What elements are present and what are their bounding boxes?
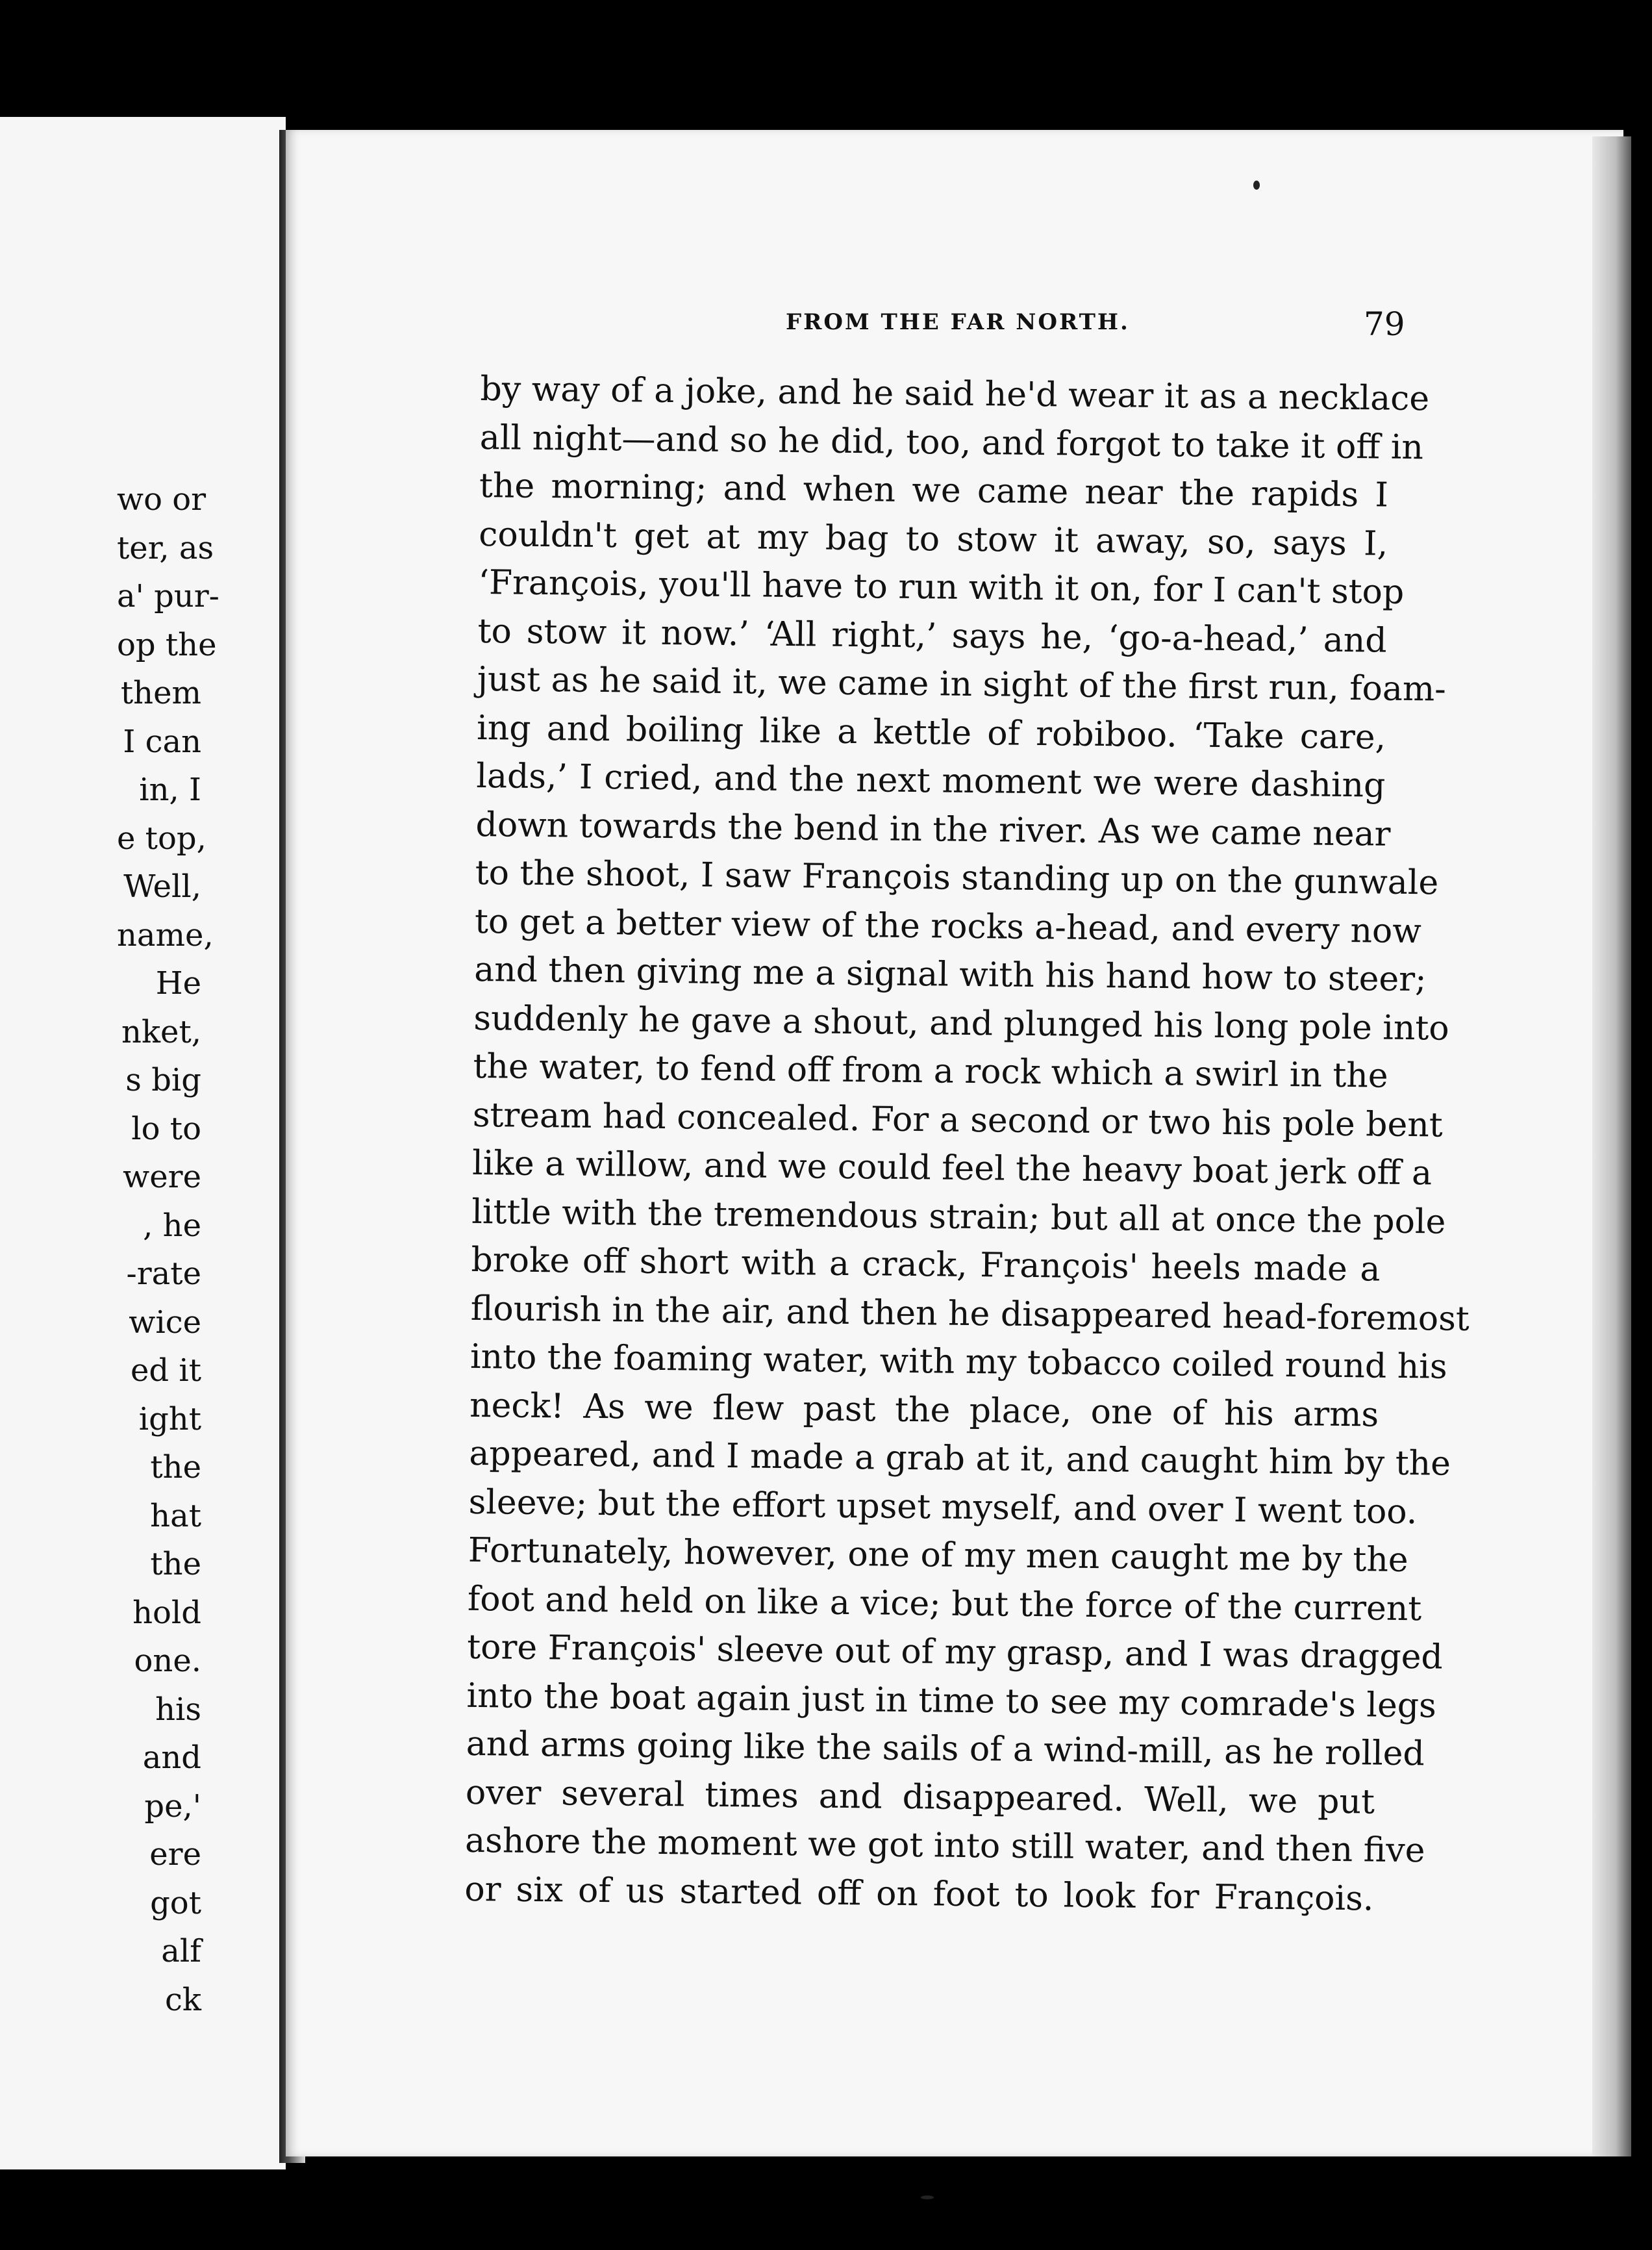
left-page-line-fragment: op the bbox=[117, 626, 217, 663]
print-speck bbox=[921, 2195, 934, 2199]
body-line: and then giving me a signal with his hand how to steer; bbox=[473, 950, 1427, 1000]
left-page-line-fragment: and bbox=[142, 1739, 201, 1776]
body-line: all night—and so he did, too, and forgot to take it off in bbox=[479, 418, 1424, 467]
left-page-line-fragment: ight bbox=[138, 1400, 201, 1437]
left-page-line-fragment: hold bbox=[132, 1594, 201, 1631]
body-line: flourish in the air, and then he disappeared head-foremost bbox=[470, 1289, 1470, 1339]
running-head: FROM THE FAR NORTH. bbox=[786, 309, 1130, 335]
body-line: ashore the moment we got into still water, and then five bbox=[464, 1821, 1425, 1871]
left-page-line-fragment: got bbox=[150, 1884, 201, 1921]
body-line: into the foaming water, with my tobacco coiled round his bbox=[469, 1337, 1447, 1387]
body-line: couldn't get at my bag to stow it away, so, says I, bbox=[478, 514, 1388, 564]
body-line: Fortunately, however, one of my men caught me by the bbox=[468, 1530, 1408, 1580]
body-line: like a willow, and we could feel the heavy boat jerk off a bbox=[471, 1143, 1433, 1193]
body-line: by way of a joke, and he said he'd wear it as a necklace bbox=[480, 369, 1430, 419]
page-edge bbox=[1592, 136, 1631, 2156]
left-page-line-fragment: ed it bbox=[130, 1352, 201, 1389]
left-page-line-fragment: -rate bbox=[126, 1256, 201, 1292]
body-line: ‘François, you'll have to run with it on, for I can't stop bbox=[478, 562, 1405, 612]
left-page-line-fragment: in, I bbox=[139, 772, 201, 808]
body-line: foot and held on like a vice; but the force of the current bbox=[467, 1579, 1422, 1628]
body-line: down towards the bend in the river. As we came near bbox=[475, 805, 1391, 854]
body-line: neck! As we flew past the place, one of his arms bbox=[469, 1385, 1379, 1435]
body-line: just as he said it, we came in sight of the first run, foam- bbox=[477, 659, 1447, 709]
body-line: to stow it now.’ ‘All right,’ says he, ‘go-a-head,’ and bbox=[477, 611, 1387, 661]
body-line: to get a better view of the rocks a-head, and every now bbox=[474, 902, 1422, 951]
left-page-line-fragment: the bbox=[150, 1546, 201, 1582]
body-line: tore François' sleeve out of my grasp, and I was dragged bbox=[467, 1627, 1444, 1677]
left-page-line-fragment: lo to bbox=[131, 1110, 201, 1147]
body-line: the morning; and when we came near the rapids I bbox=[479, 466, 1389, 515]
body-line: stream had concealed. For a second or two his pole bent bbox=[472, 1095, 1443, 1145]
left-page-line-fragment: , he bbox=[143, 1207, 201, 1244]
left-page-line-fragment: a' pur- bbox=[117, 578, 219, 614]
body-line: broke off short with a crack, François' heels made a bbox=[471, 1240, 1381, 1289]
body-line: into the boat again just in time to see my comrade's legs bbox=[466, 1676, 1437, 1726]
left-page-line-fragment: pe,' bbox=[144, 1788, 201, 1825]
body-line: little with the tremendous strain; but all at once the pole bbox=[471, 1192, 1446, 1242]
body-line: lads,’ I cried, and the next moment we were dashing bbox=[476, 756, 1386, 805]
body-line: and arms going like the sails of a wind-mill, as he rolled bbox=[466, 1724, 1425, 1774]
body-line: the water, to fend off from a rock which a swirl in the bbox=[473, 1046, 1388, 1096]
left-page-line-fragment: Well, bbox=[123, 868, 201, 905]
left-facing-page bbox=[0, 117, 286, 2169]
left-page-line-fragment: ter, as bbox=[117, 529, 214, 566]
left-page-line-fragment: nket, bbox=[121, 1013, 201, 1050]
body-line: ing and boiling like a kettle of robiboo. ‘Take care, bbox=[476, 708, 1386, 757]
page-number: 79 bbox=[1364, 305, 1405, 343]
left-page-line-fragment: e top, bbox=[117, 820, 206, 857]
left-page-line-fragment: s big bbox=[125, 1062, 201, 1098]
print-speck bbox=[1253, 181, 1260, 190]
body-line: over several times and disappeared. Well, we put bbox=[465, 1773, 1375, 1822]
body-line: or six of us started off on foot to look for François. bbox=[464, 1869, 1374, 1919]
left-page-text-column bbox=[117, 475, 286, 2024]
left-page-line-fragment: the bbox=[150, 1449, 201, 1485]
body-line: suddenly he gave a shout, and plunged his long pole into bbox=[473, 998, 1449, 1048]
left-page-line-fragment: He bbox=[155, 965, 201, 1002]
left-page-line-fragment: alf bbox=[161, 1933, 201, 1969]
left-page-line-fragment: name, bbox=[117, 916, 214, 954]
body-text bbox=[464, 365, 1470, 1923]
body-line: sleeve; but the effort upset myself, and over I went too. bbox=[468, 1482, 1418, 1532]
body-line: appeared, and I made a grab at it, and caught him by the bbox=[469, 1434, 1451, 1484]
body-line: to the shoot, I saw François standing up on the gunwale bbox=[475, 853, 1439, 903]
left-page-line-fragment: wo or bbox=[117, 481, 206, 518]
left-page-line-fragment: ere bbox=[149, 1836, 201, 1873]
left-page-line-fragment: wice bbox=[129, 1304, 201, 1341]
left-page-line-fragment: them bbox=[120, 675, 201, 711]
left-page-line-fragment: one. bbox=[134, 1643, 201, 1679]
left-page-line-fragment: I can bbox=[123, 723, 201, 760]
left-page-line-fragment: hat bbox=[150, 1497, 201, 1534]
left-page-line-fragment: were bbox=[123, 1159, 201, 1195]
left-page-line-fragment: his bbox=[155, 1691, 201, 1728]
left-page-line-fragment: ck bbox=[165, 1981, 201, 2018]
